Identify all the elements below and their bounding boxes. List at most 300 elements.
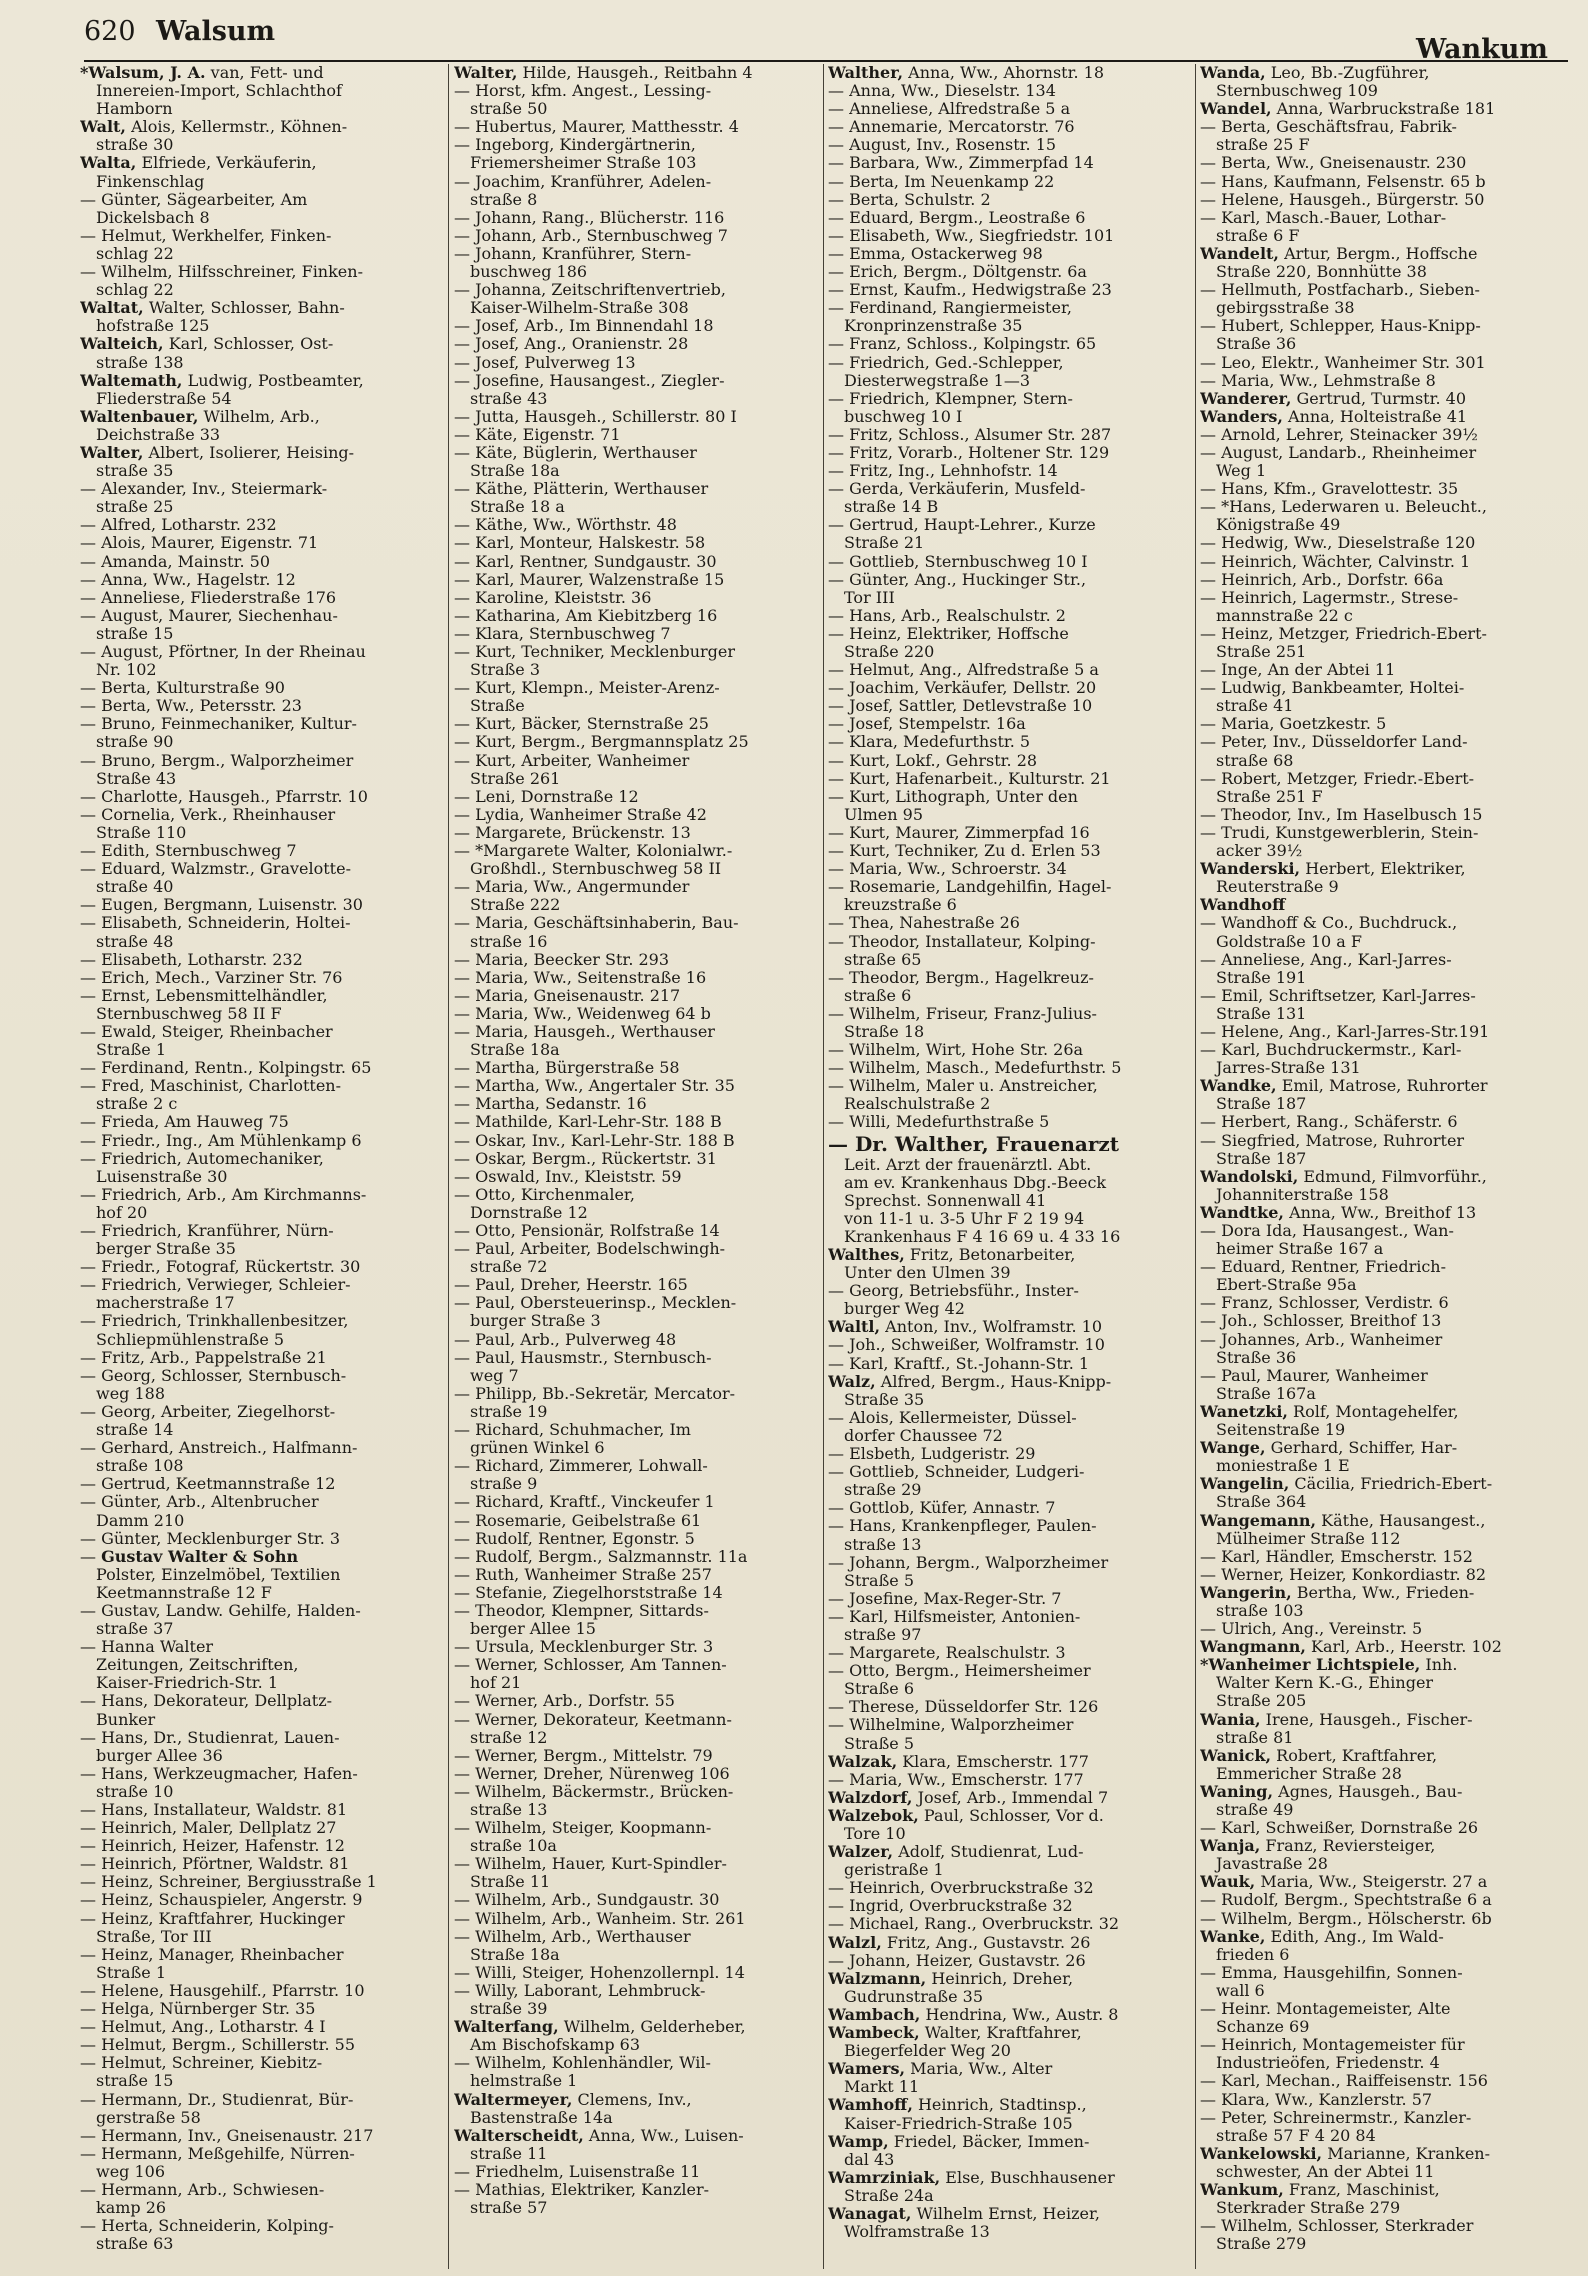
directory-columns [76,64,1576,2269]
directory-entry-line: — Cornelia, Verk., Rheinhauser [80,804,336,824]
directory-entry-line: — Emma, Hausgehilfin, Sonnen- [1200,1962,1463,1982]
directory-entry-line: Finkenschlag [80,171,205,191]
directory-entry-line: — Berta, Geschäftsfrau, Fabrik- [1200,117,1457,137]
directory-entry-line: — Alois, Maurer, Eigenstr. 71 [80,533,319,553]
directory-entry-line: — Ludwig, Bankbeamter, Holtei- [1200,678,1465,698]
directory-entry-line: — Friedrich, Automechaniker, [80,1148,324,1168]
directory-entry-line: hof 20 [80,1202,148,1222]
directory-entry-line: — Friedrich, Ged.-Schlepper, [828,352,1064,372]
directory-entry-line: Tore 10 [828,1824,906,1843]
directory-entry-line: Straße 18a [454,1944,560,1964]
directory-entry-line: am ev. Krankenhaus Dbg.-Beeck [828,1172,1107,1192]
directory-entry-line: — Gottlieb, Schneider, Ludgeri- [828,1462,1085,1482]
directory-entry-line: — Rudolf, Bergm., Spechtstraße 6 a [1200,1890,1492,1910]
directory-entry-line: Straße 279 [1200,2234,1307,2254]
directory-entry-line: — Josef, Arb., Im Binnendahl 18 [454,316,714,336]
directory-entry-line: — Ursula, Mecklenburger Str. 3 [454,1637,714,1657]
directory-entry-line: — Gustav, Landw. Gehilfe, Halden- [80,1600,361,1620]
directory-entry-line: — Heinz, Elektriker, Hoffsche [828,623,1069,643]
directory-entry-line: straße 25 [80,497,174,517]
directory-entry-line: Dornstraße 12 [454,1202,588,1222]
directory-entry-line: Ebert-Straße 95a [1200,1275,1357,1295]
directory-entry-line: geristraße 1 [828,1860,944,1880]
directory-entry-line: wall 6 [1200,1980,1265,2000]
directory-entry-line: — Anna, Ww., Hagelstr. 12 [80,569,296,589]
directory-entry-line: Emmericher Straße 28 [1200,1763,1402,1783]
directory-entry-line: Wangmann, Karl, Arb., Heerstr. 102 [1200,1637,1502,1657]
directory-entry-line: — Werner, Arb., Dorfstr. 55 [454,1691,675,1711]
directory-entry-line: — Eduard, Rentner, Friedrich- [1200,1257,1447,1277]
directory-entry-line: straße 39 [454,1999,548,2019]
directory-entry-line: — Joachim, Kranführer, Adelen- [454,171,712,191]
directory-entry-line: — Hans, Dekorateur, Dellplatz- [80,1691,333,1711]
directory-entry-line: — Martha, Sedanstr. 16 [454,1094,647,1114]
directory-entry-line: — Mathias, Elektriker, Kanzler- [454,2179,710,2199]
directory-entry-line: Kaiser-Wilhelm-Straße 308 [454,298,689,318]
directory-entry-line: — Michael, Rang., Overbruckstr. 32 [828,1914,1120,1934]
directory-entry-line: Walta, Elfriede, Verkäuferin, [80,153,317,173]
directory-entry-line: macherstraße 17 [80,1293,235,1313]
right-running-head: Wankum [1415,34,1548,65]
directory-entry-line: — Ferdinand, Rangiermeister, [828,298,1072,318]
directory-entry-line: — Hanna Walter [80,1637,214,1657]
directory-entry-line: straße 48 [80,931,174,951]
directory-entry-line: — Karl, Mechan., Raiffeisenstr. 156 [1200,2071,1488,2091]
directory-entry-line: — Karl, Masch.-Bauer, Lothar- [1200,207,1447,227]
directory-entry-line: — Otto, Bergm., Heimersheimer [828,1661,1091,1681]
directory-entry-line: — Arnold, Lehrer, Steinacker 39½ [1200,424,1478,444]
directory-entry-line: — Käte, Eigenstr. 71 [454,424,621,444]
directory-entry-line: — Elsbeth, Ludgeristr. 29 [828,1444,1036,1464]
directory-entry-line: Wandel, Anna, Warbruckstraße 181 [1200,99,1496,119]
directory-entry-line: Schanze 69 [1200,2017,1310,2037]
directory-entry-line: Wamp, Friedel, Bäcker, Immen- [828,2131,1090,2151]
directory-entry-line: straße 57 [454,2198,548,2218]
directory-entry-line: Straße 167a [1200,1383,1316,1403]
directory-entry-line: — Heinr. Montagemeister, Alte [1200,1999,1451,2019]
directory-entry-line: Straße 1 [80,1962,166,1982]
directory-entry-line: gebirgsstraße 38 [1200,298,1355,318]
directory-entry-line: — Gerhard, Anstreich., Halfmann- [80,1438,358,1458]
directory-entry-line: — Johannes, Arb., Wanheimer [1200,1329,1443,1349]
directory-entry-line: weg 7 [454,1365,519,1385]
directory-entry-line: straße 15 [80,2071,174,2091]
directory-entry-line: — Ulrich, Ang., Vereinstr. 5 [1200,1619,1423,1639]
directory-entry-line: — Willi, Medefurthstraße 5 [828,1112,1050,1132]
directory-entry-line: Walther, Anna, Ww., Ahornstr. 18 [828,64,1105,82]
directory-entry-line: weg 106 [80,2161,166,2181]
directory-entry-line: — Richard, Kraftf., Vinckeufer 1 [454,1492,715,1512]
directory-entry-line: — Kurt, Bergm., Bergmannsplatz 25 [454,732,749,752]
directory-entry-line: straße 68 [1200,750,1294,770]
directory-entry-line: — Friedrich, Klempner, Stern- [828,388,1073,408]
directory-entry-line: — Rudolf, Bergm., Salzmannstr. 11a [454,1546,748,1566]
directory-entry-line: — Kurt, Klempn., Meister-Arenz- [454,678,720,698]
directory-entry-line: — Wilhelm, Hilfsschreiner, Finken- [80,262,363,282]
directory-entry-line: moniestraße 1 E [1200,1456,1350,1476]
directory-entry-line: — Kurt, Lithograph, Unter den [828,786,1078,806]
directory-entry-line: — Berta, Im Neuenkamp 22 [828,171,1055,191]
directory-entry-line: Wamhoff, Heinrich, Stadtinsp., [828,2095,1087,2115]
directory-entry-line: — Ingrid, Overbruckstraße 32 [828,1896,1073,1916]
directory-entry-line: — Wilhelm, Schlosser, Sterkrader [1200,2216,1474,2236]
directory-entry-line: Am Bischofskamp 63 [454,2035,641,2055]
directory-entry-line: — Heinrich, Heizer, Hafenstr. 12 [80,1836,345,1856]
directory-entry-line: Straße 261 [454,768,561,788]
directory-entry-line: Wandelt, Artur, Bergm., Hoffsche [1200,243,1478,263]
directory-entry-line: Seitenstraße 19 [1200,1420,1346,1440]
directory-entry-line: kreuzstraße 6 [828,895,957,915]
directory-entry-line: — Martha, Bürgerstraße 58 [454,1058,680,1078]
directory-entry-line: berger Allee 15 [454,1619,596,1639]
directory-entry-line: — Josef, Stempelstr. 16a [828,714,1026,734]
directory-entry-line: Straße 220, Bonnhütte 38 [1200,262,1427,282]
directory-entry-line: straße 8 [454,189,538,209]
directory-entry-line: Straße 187 [1200,1148,1307,1168]
directory-entry-line: — Johann, Arb., Sternbuschweg 7 [454,225,728,245]
directory-entry-line: — Friedrich, Trinkhallenbesitzer, [80,1311,349,1331]
directory-entry-line: — Heinz, Schreiner, Bergiusstraße 1 [80,1872,377,1892]
directory-entry-line: — Joh., Schweißer, Wolframstr. 10 [828,1335,1105,1355]
directory-entry-line: — Klara, Sternbuschweg 7 [454,623,671,643]
directory-entry-line: Biegerfelder Weg 20 [828,2041,1011,2061]
directory-entry-line: — Maria, Gneisenaustr. 217 [454,985,681,1005]
directory-entry-line: — Klara, Ww., Kanzlerstr. 57 [1200,2089,1433,2109]
page-number: 620 [84,16,136,47]
directory-entry-line: — Joh., Schlosser, Breithof 13 [1200,1311,1442,1331]
directory-entry-line: Straße 43 [80,768,177,788]
directory-entry-line: — Maria, Ww., Angermunder [454,877,690,897]
directory-entry-line: — Mathilde, Karl-Lehr-Str. 188 B [454,1112,722,1132]
directory-entry-line: — Käthe, Plätterin, Werthauser [454,479,709,499]
directory-entry-line: Wangerin, Bertha, Ww., Frieden- [1200,1582,1475,1602]
directory-entry-line: Straße [454,696,525,716]
directory-entry-line: — Heinz, Schauspieler, Angerstr. 9 [80,1890,363,1910]
directory-entry-line: Wanda, Leo, Bb.-Zugführer, [1200,64,1430,82]
directory-entry-line: — Helmut, Ang., Lotharstr. 4 I [80,2017,326,2037]
directory-entry-line: Reuterstraße 9 [1200,877,1339,897]
directory-entry-line: — Maria, Geschäftsinhaberin, Bau- [454,913,739,933]
directory-entry-line: Wania, Irene, Hausgeh., Fischer- [1200,1709,1473,1729]
directory-entry-line: Kronprinzenstraße 35 [828,316,1023,336]
directory-entry-line: Sternbuschweg 58 II F [80,1003,282,1023]
directory-entry-line: — Georg, Arbeiter, Ziegelhorst- [80,1401,336,1421]
directory-entry-line: Wandhoff [1200,895,1286,915]
directory-entry-line: — Hubertus, Maurer, Matthesstr. 4 [454,117,739,137]
directory-entry-line: Nr. 102 [80,660,157,680]
directory-entry-line: — Heinz, Metzger, Friedrich-Ebert- [1200,623,1487,643]
directory-entry-line: — Karoline, Kleiststr. 36 [454,587,652,607]
directory-entry-line: straße 10 [80,1781,174,1801]
directory-entry-line: Leit. Arzt der frauenärztl. Abt. [828,1154,1092,1174]
directory-entry-line: Wankum, Franz, Maschinist, [1200,2179,1440,2199]
directory-entry-line: — Richard, Schuhmacher, Im [454,1420,691,1440]
directory-entry-line: — Wilhelm, Bergm., Hölscherstr. 6b [1200,1908,1492,1928]
directory-entry-line: — Hellmuth, Postfacharb., Sieben- [1200,280,1480,300]
directory-entry-line: Straße 187 [1200,1094,1307,1114]
directory-entry-line: straße 41 [1200,696,1294,716]
directory-entry-line: straße 50 [454,99,548,119]
directory-entry-line: straße 9 [454,1474,538,1494]
directory-entry-line: Wandolski, Edmund, Filmvorführ., [1200,1166,1487,1186]
directory-entry-line: Straße 5 [828,1570,914,1590]
directory-entry-line: Straße 222 [454,895,561,915]
directory-entry-line: — Heinrich, Maler, Dellplatz 27 [80,1818,337,1838]
directory-entry-line: Sternbuschweg 109 [1200,81,1378,101]
directory-entry-line: straße 49 [1200,1800,1294,1819]
directory-entry-line: Walzak, Klara, Emscherstr. 177 [828,1751,1089,1771]
directory-entry-line: straße 15 [80,623,174,643]
directory-entry-line: Straße 110 [80,822,187,842]
directory-entry-line: Waltl, Anton, Inv., Wolframstr. 10 [828,1317,1103,1337]
directory-entry-line: — Kurt, Arbeiter, Wanheimer [454,750,690,770]
directory-entry-line: — Martha, Ww., Angertaler Str. 35 [454,1076,735,1096]
directory-entry-line: — Helmut, Bergm., Schillerstr. 55 [80,2035,356,2055]
directory-entry-line: Wankelowski, Marianne, Kranken- [1200,2143,1490,2163]
directory-entry-line: — Eduard, Walzmstr., Gravelotte- [80,859,351,879]
directory-entry-line: burger Weg 42 [828,1299,965,1319]
directory-entry-line: Zeitungen, Zeitschriften, [80,1655,299,1675]
directory-entry-line: Wambach, Hendrina, Ww., Austr. 8 [828,2004,1119,2024]
directory-entry-line: straße 40 [80,877,174,897]
directory-entry-line: — Hermann, Meßgehilfe, Nürren- [80,2143,355,2163]
directory-entry-line: — Johann, Heizer, Gustavstr. 26 [828,1950,1086,1970]
directory-entry-line: — Ruth, Wanheimer Straße 257 [454,1564,712,1584]
directory-entry-line: Straße 11 [454,1872,551,1892]
directory-entry-line: straße 2 c [80,1094,178,1114]
directory-entry-line: straße 30 [80,135,174,155]
column-1 [80,64,444,2269]
directory-entry-line: straße 6 F [1200,225,1300,245]
directory-entry-line: — Werner, Dekorateur, Keetmann- [454,1709,732,1729]
directory-entry-line: Johanniterstraße 158 [1200,1184,1389,1204]
directory-entry-line: Walt, Alois, Kellermstr., Köhnen- [80,117,348,137]
directory-entry-line: schwester, An der Abtei 11 [1200,2161,1435,2181]
directory-entry-line: Tor III [828,587,895,607]
directory-entry-line: — Fritz, Vorarb., Holtener Str. 129 [828,442,1110,462]
directory-entry-line: — Berta, Kulturstraße 90 [80,678,285,698]
directory-entry-line: Walzdorf, Josef, Arb., Immendal 7 [828,1787,1109,1807]
directory-entry-line: burger Allee 36 [80,1745,223,1765]
directory-entry-line: — Joachim, Verkäufer, Dellstr. 20 [828,678,1097,698]
directory-entry-line: — Trudi, Kunstgewerblerin, Stein- [1200,822,1479,842]
directory-entry-line: — Barbara, Ww., Zimmerpfad 14 [828,153,1094,173]
directory-entry-line: — Heinrich, Pförtner, Waldstr. 81 [80,1854,350,1874]
directory-entry-line: — Josef, Ang., Oranienstr. 28 [454,334,689,354]
directory-entry-line: — Helmut, Werkhelfer, Finken- [80,225,332,245]
directory-entry-line: — Johanna, Zeitschriftenvertrieb, [454,280,726,300]
directory-entry-line: — Ernst, Lebensmittelhändler, [80,985,328,1005]
directory-entry-line: — Karl, Monteur, Halskestr. 58 [454,533,706,553]
directory-entry-line: — Kurt, Lokf., Gehrstr. 28 [828,750,1038,770]
directory-entry-line: — Fritz, Ing., Lehnhofstr. 14 [828,461,1058,481]
directory-entry-line: — Wilhelmine, Walporzheimer [828,1715,1074,1735]
directory-entry-line: — Karl, Rentner, Sundgaustr. 30 [454,551,717,571]
directory-entry-line: Straße 205 [1200,1691,1307,1711]
directory-entry-line: Waltenbauer, Wilhelm, Arb., [80,406,320,426]
directory-entry-line: Sterkrader Straße 279 [1200,2198,1401,2218]
directory-entry-line: gerstraße 58 [80,2107,201,2127]
directory-entry-line: — Heinz, Manager, Rheinbacher [80,1944,344,1964]
directory-entry-line: — Hermann, Inv., Gneisenaustr. 217 [80,2125,374,2145]
directory-entry-line: Damm 210 [80,1510,185,1530]
directory-entry-line: straße 90 [80,732,174,752]
directory-entry-line: Unter den Ulmen 39 [828,1263,1011,1283]
directory-entry-line: Straße 36 [1200,1347,1297,1367]
directory-entry-line: Weg 1 [1200,461,1267,481]
directory-entry-line: — Friedhelm, Luisenstraße 11 [454,2161,701,2181]
directory-entry-line: Wanke, Edith, Ang., Im Wald- [1200,1926,1444,1946]
directory-entry-line: — Georg, Betriebsführ., Inster- [828,1281,1079,1301]
directory-entry-line: mannstraße 22 c [1200,605,1353,625]
directory-entry-line: Dickelsbach 8 [80,207,210,227]
directory-entry-line: — Helene, Hausgeh., Bürgerstr. 50 [1200,189,1485,209]
directory-entry-line: Walter, Hilde, Hausgeh., Reitbahn 4 [454,64,753,82]
directory-entry-line: schlag 22 [80,280,174,300]
directory-entry-line: — Günter, Sägearbeiter, Am [80,189,308,209]
directory-entry-line: — Hans, Arb., Realschulstr. 2 [828,605,1066,625]
directory-entry-line: — Franz, Schlosser, Verdistr. 6 [1200,1293,1449,1313]
directory-entry-line: Straße 364 [1200,1492,1307,1512]
directory-entry-line: — Alois, Kellermeister, Düssel- [828,1407,1077,1427]
directory-entry-line: Hamborn [80,99,173,119]
directory-entry-line: — Margarete, Brückenstr. 13 [454,822,691,842]
directory-entry-line: — Hans, Dr., Studienrat, Lauen- [80,1727,340,1747]
directory-entry-line: — Emma, Ostackerweg 98 [828,243,1043,263]
directory-entry-line: straße 14 B [828,497,939,517]
directory-entry-line: Königstraße 49 [1200,515,1341,535]
directory-entry-line: — Kurt, Techniker, Mecklenburger [454,642,736,661]
directory-entry-line: — Paul, Arbeiter, Bodelschwingh- [454,1239,726,1259]
directory-entry-line: straße 81 [1200,1727,1294,1747]
directory-entry-line: Walzl, Fritz, Ang., Gustavstr. 26 [828,1932,1091,1952]
directory-entry-line: — Josef, Pulverweg 13 [454,352,636,372]
directory-entry-line: — Bruno, Bergm., Walporzheimer [80,750,354,770]
directory-entry-line: — Friedr., Ing., Am Mühlenkamp 6 [80,1130,362,1150]
directory-entry-line: — Kurt, Bäcker, Sternstraße 25 [454,714,709,734]
directory-entry-line: — Horst, kfm. Angest., Lessing- [454,81,712,101]
directory-entry-line: straße 12 [454,1727,548,1747]
directory-entry-line: Bunker [80,1709,156,1729]
directory-entry-line: Straße 18a [454,461,560,481]
directory-entry-line: Diesterwegstraße 1—3 [828,370,1031,390]
directory-entry-line: — Hermann, Arb., Schwiesen- [80,2179,325,2199]
directory-entry-line: — Gertrud, Keetmannstraße 12 [80,1474,336,1494]
directory-entry-line: — Johann, Bergm., Walporzheimer [828,1552,1109,1572]
directory-entry-line: — Maria, Ww., Schroerstr. 34 [828,859,1067,879]
directory-entry-line: *Walsum, J. A. van, Fett- und [80,64,324,82]
directory-entry-line: Kaiser-Friedrich-Str. 1 [80,1673,278,1693]
directory-entry-line: — Robert, Metzger, Friedr.-Ebert- [1200,768,1475,788]
directory-entry-line: — August, Inv., Rosenstr. 15 [828,135,1057,155]
directory-entry-line: — Rosemarie, Landgehilfin, Hagel- [828,877,1112,897]
directory-entry-line: — Philipp, Bb.-Sekretär, Mercator- [454,1383,736,1403]
directory-entry-line: — Käte, Büglerin, Werthauser [454,442,697,462]
directory-entry-line: — Erich, Mech., Varziner Str. 76 [80,967,343,987]
directory-entry-line: — Friedrich, Kranführer, Nürn- [80,1221,334,1240]
directory-entry-line: — Gottlob, Küfer, Annastr. 7 [828,1498,1056,1518]
directory-entry-line: Waltemath, Ludwig, Postbeamter, [80,370,364,390]
directory-entry-line: — Wilhelm, Masch., Medefurthstr. 5 [828,1058,1122,1078]
directory-entry-line: Wange, Gerhard, Schiffer, Har- [1200,1438,1458,1458]
directory-entry-line: — Elisabeth, Schneiderin, Holtei- [80,913,351,933]
directory-entry-line: Walter, Albert, Isolierer, Heising- [80,442,355,462]
directory-entry-line: — Richard, Zimmerer, Lohwall- [454,1456,708,1476]
directory-entry-line: — Edith, Sternbuschweg 7 [80,841,297,861]
directory-entry-line: — Gertrud, Haupt-Lehrer., Kurze [828,515,1096,535]
directory-entry-line: — Oskar, Inv., Karl-Lehr-Str. 188 B [454,1130,735,1150]
directory-entry-line: Polster, Einzelmöbel, Textilien [80,1564,341,1584]
directory-entry-line: — Rosemarie, Geibelstraße 61 [454,1510,702,1530]
directory-entry-line: Walthes, Fritz, Betonarbeiter, [828,1245,1076,1264]
column-3 [828,64,1254,2269]
directory-entry-line: — Helga, Nürnberger Str. 35 [80,1999,316,2019]
directory-entry-line: — Friedrich, Arb., Am Kirchmanns- [80,1184,367,1204]
directory-entry-line: straße 65 [828,949,922,969]
directory-entry-line: — Günter, Ang., Huckinger Str., [828,569,1087,589]
directory-entry-line: Straße 251 F [1200,786,1323,806]
directory-entry-line: — Paul, Obersteuerinsp., Mecklen- [454,1293,737,1313]
directory-entry-line: schlag 22 [80,243,174,263]
directory-entry-line: — Amanda, Mainstr. 50 [80,551,271,571]
directory-entry-line: Gudrunstraße 35 [828,1986,984,2006]
directory-entry-line: — Heinz, Kraftfahrer, Huckinger [80,1908,345,1928]
directory-entry-line: Realschulstraße 2 [828,1094,991,1114]
directory-entry-line: kamp 26 [80,2198,167,2218]
directory-entry-line: — Wilhelm, Bäckermstr., Brücken- [454,1781,734,1801]
column-divider [448,64,449,2269]
directory-entry-line: — Inge, An der Abtei 11 [1200,660,1396,680]
directory-entry-line: — Heinrich, Lagermstr., Strese- [1200,587,1459,607]
directory-entry-line: — Wilhelm, Arb., Sundgaustr. 30 [454,1890,720,1910]
directory-entry-line: — Wilhelm, Friseur, Franz-Julius- [828,1003,1097,1023]
directory-entry-line: — Heinrich, Montagemeister für [1200,2035,1465,2055]
directory-entry-line: — Werner, Heizer, Konkordiastr. 82 [1200,1564,1487,1584]
directory-entry-line: — Hans, Kfm., Gravelottestr. 35 [1200,479,1459,499]
directory-entry-line: Straße 5 [828,1733,914,1753]
directory-entry-line: Friemersheimer Straße 103 [454,153,697,173]
directory-entry-line: Bastenstraße 14a [454,2107,613,2127]
directory-entry-line: — Thea, Nahestraße 26 [828,913,1020,933]
directory-entry-line: — Alfred, Lotharstr. 232 [80,515,277,535]
directory-entry-line: — August, Pförtner, In der Rheinau [80,642,366,661]
directory-entry-line: — Ernst, Kaufm., Hedwigstraße 23 [828,280,1112,300]
directory-entry-line: — Elisabeth, Lotharstr. 232 [80,949,303,969]
directory-entry-line: — Peter, Inv., Düsseldorfer Land- [1200,732,1468,752]
directory-entry-line: — Karl, Maurer, Walzenstraße 15 [454,569,725,589]
directory-entry-line: — Frieda, Am Hauweg 75 [80,1112,289,1132]
directory-entry-line: Waltat, Walter, Schlosser, Bahn- [80,298,345,318]
directory-entry-line: straße 10a [454,1836,557,1856]
directory-entry-line: — Dr. Walther, Frauenarzt [828,1131,1119,1156]
directory-entry-line: Luisenstraße 30 [80,1166,228,1186]
directory-entry-line: — Emil, Schriftsetzer, Karl-Jarres- [1200,985,1476,1005]
directory-entry-line: buschweg 10 I [828,406,963,426]
directory-entry-line: — Josefine, Max-Reger-Str. 7 [828,1588,1062,1608]
directory-entry-line: Industrieöfen, Friedenstr. 4 [1200,2053,1440,2073]
directory-entry-line: Wanders, Anna, Holteistraße 41 [1200,406,1468,426]
directory-entry-line: Großhdl., Sternbuschweg 58 II [454,859,722,879]
directory-entry-line: straße 16 [454,931,548,951]
directory-entry-line: straße 14 [80,1420,174,1440]
directory-entry-line: Wanderer, Gertrud, Turmstr. 40 [1200,388,1467,408]
directory-entry-line: — Lydia, Wanheimer Straße 42 [454,804,707,824]
directory-entry-line: — Margarete, Realschulstr. 3 [828,1643,1066,1663]
directory-entry-line: — Fred, Maschinist, Charlotten- [80,1076,341,1096]
directory-entry-line: helmstraße 1 [454,2071,578,2091]
directory-entry-line: — August, Maurer, Siechenhau- [80,605,338,625]
directory-entry-line: Wangelin, Cäcilia, Friedrich-Ebert- [1200,1474,1493,1494]
